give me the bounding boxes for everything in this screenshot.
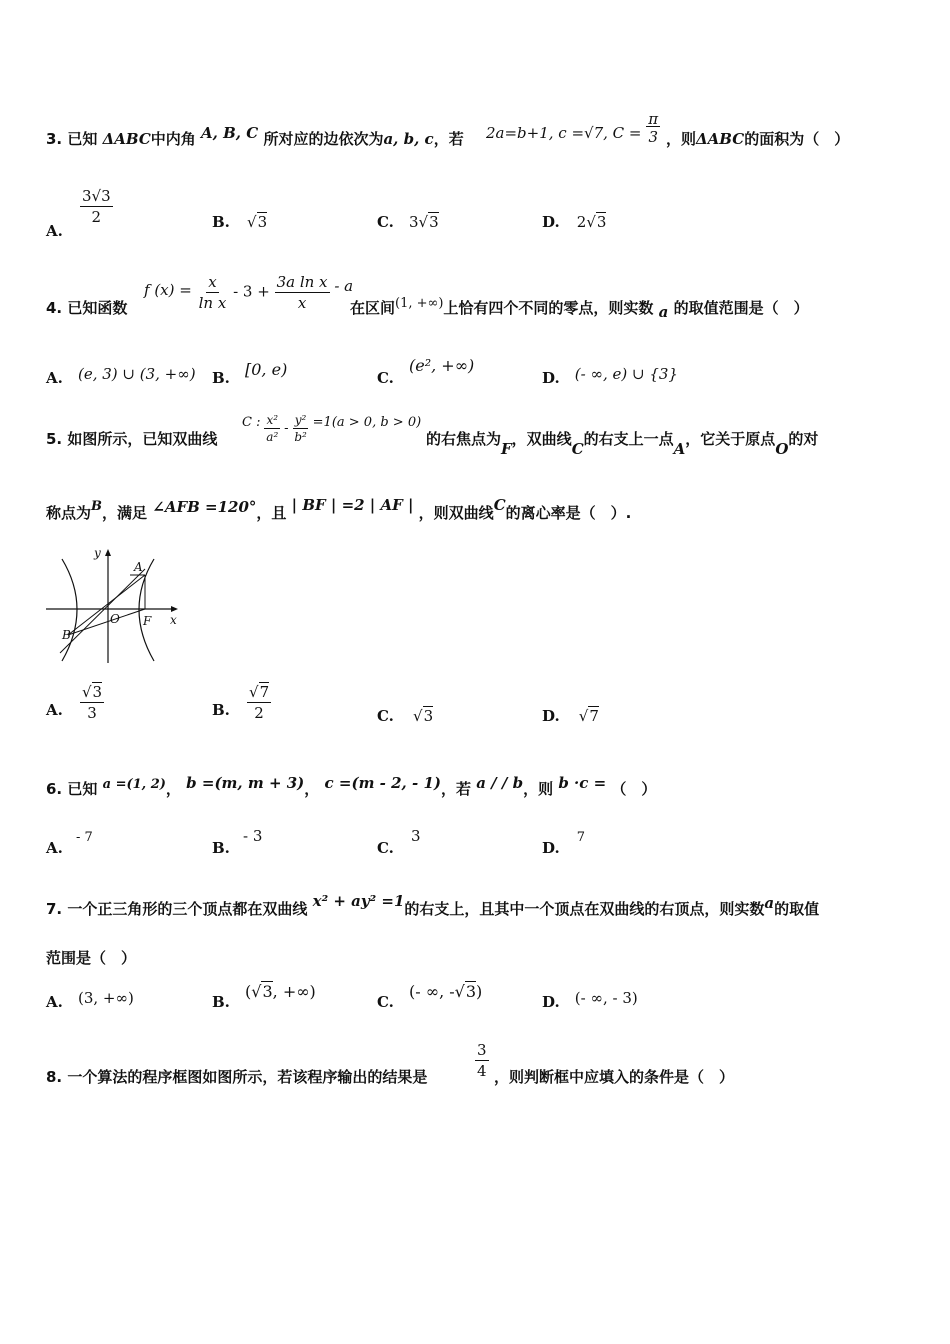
option-b[interactable] bbox=[212, 360, 288, 387]
option-value: (e, 3) ∪ (3, +∞) bbox=[77, 365, 196, 383]
function-formula bbox=[144, 272, 353, 313]
option-label: A. bbox=[46, 993, 63, 1011]
option-a[interactable] bbox=[46, 682, 104, 723]
option-d[interactable] bbox=[542, 706, 599, 725]
stem-text: 如图所示，已知双曲线 bbox=[67, 430, 218, 448]
option-label: A. bbox=[46, 222, 63, 240]
stem-text: 的右焦点为 bbox=[426, 430, 502, 448]
stem-text: 上恰有四个不同的零点，则实数 bbox=[443, 299, 654, 317]
sqrt-expression: √3 bbox=[247, 213, 268, 231]
math: a / / b bbox=[476, 774, 524, 792]
label-x: x bbox=[170, 613, 177, 627]
question-7-stem-line2 bbox=[46, 947, 136, 968]
question-number: 5. bbox=[46, 430, 63, 448]
stem-text: ，则 bbox=[666, 130, 697, 148]
radicand: 3 bbox=[92, 683, 103, 701]
segment-bf bbox=[68, 609, 145, 635]
label-o: O bbox=[110, 612, 120, 626]
stem-text: ， bbox=[165, 780, 181, 798]
stem-text: 一个算法的程序框图如图所示，若该程序输出的结果是 bbox=[67, 1068, 428, 1086]
denominator: x bbox=[297, 294, 307, 312]
option-a[interactable] bbox=[46, 826, 93, 857]
stem-text: 的右支上，且其中一个顶点在双曲线的右顶点，则实数 bbox=[404, 900, 765, 918]
stem-text: ，且 bbox=[256, 504, 287, 522]
question-8-stem-end bbox=[494, 1066, 734, 1087]
question-number: 3. bbox=[46, 130, 63, 148]
option-label: B. bbox=[212, 993, 230, 1011]
hyperbola-diagram bbox=[46, 545, 181, 667]
math: C bbox=[571, 440, 584, 458]
numerator: y² bbox=[294, 413, 307, 427]
stem-text: 中内角 bbox=[150, 130, 196, 148]
radicand: 3 bbox=[465, 982, 477, 1001]
math: =1(a > 0, b > 0) bbox=[312, 415, 422, 430]
numerator: 3a ln x bbox=[276, 273, 328, 291]
option-label: B. bbox=[212, 701, 230, 719]
math: ∠AFB =120° bbox=[152, 498, 257, 516]
option-d[interactable] bbox=[542, 212, 606, 231]
option-a[interactable] bbox=[46, 988, 134, 1011]
radicand: 3 bbox=[262, 982, 273, 1001]
fraction bbox=[475, 1040, 489, 1081]
math: f (x) = bbox=[144, 280, 192, 299]
math: C bbox=[493, 496, 506, 514]
option-label: C. bbox=[377, 707, 394, 725]
option-value: (e², +∞) bbox=[409, 356, 475, 375]
option-c[interactable] bbox=[377, 212, 439, 231]
option-label: D. bbox=[542, 369, 560, 387]
option-value: - 7 bbox=[75, 830, 93, 845]
left-branch bbox=[62, 559, 77, 661]
option-value: (- ∞, - 3) bbox=[574, 989, 638, 1007]
fraction: $\frac{√3}{3}$ bbox=[81, 683, 103, 722]
math: A, B, C bbox=[201, 124, 259, 142]
option-value: - 3 bbox=[243, 827, 263, 845]
fraction: $\frac{√7}{2}$ bbox=[249, 683, 270, 722]
question-4-stem bbox=[46, 297, 127, 318]
option-value: (- ∞, e) ∪ {3} bbox=[574, 365, 678, 383]
fraction bbox=[264, 412, 280, 445]
sqrt-expression: √7 bbox=[578, 707, 599, 725]
option-label: A. bbox=[46, 839, 63, 857]
denominator: a² bbox=[266, 430, 279, 444]
stem-text: ，双曲线 bbox=[511, 430, 572, 448]
stem-text: 所对应的边依次为 bbox=[263, 130, 384, 148]
question-5-stem-line1 bbox=[46, 428, 217, 449]
question-5-stem-line2 bbox=[46, 496, 632, 523]
math: - a bbox=[334, 276, 354, 295]
option-value: 7 bbox=[576, 830, 586, 845]
denominator: 4 bbox=[477, 1062, 487, 1080]
question-3-stem-end bbox=[666, 128, 849, 149]
fraction bbox=[197, 272, 229, 313]
math: x² + ay² =1 bbox=[312, 892, 405, 910]
option-b[interactable] bbox=[212, 682, 271, 723]
option-label: C. bbox=[377, 213, 394, 231]
math: - 3 + bbox=[233, 282, 270, 301]
radicand: 7 bbox=[589, 707, 599, 725]
question-number: 8. bbox=[46, 1068, 63, 1086]
option-value: 3 bbox=[411, 827, 421, 845]
option-value: [0, e) bbox=[245, 360, 288, 379]
stem-text: 称点为 bbox=[46, 504, 92, 522]
label-a: A bbox=[134, 560, 143, 574]
option-a[interactable] bbox=[46, 186, 113, 240]
sqrt-expression: 3√3 bbox=[409, 213, 439, 231]
stem-text: ， bbox=[304, 780, 320, 798]
math: ΔABC bbox=[102, 130, 151, 148]
option-d[interactable] bbox=[542, 364, 678, 387]
option-label: D. bbox=[542, 213, 560, 231]
question-4-stem-end bbox=[350, 296, 809, 321]
stem-text: ，它关于原点 bbox=[685, 430, 776, 448]
option-d[interactable] bbox=[542, 988, 638, 1011]
y-axis-arrow-icon bbox=[105, 549, 111, 556]
coefficient: 2 bbox=[576, 213, 587, 231]
stem-text: 的取值范围是（ ） bbox=[673, 299, 809, 317]
question-number: 6. bbox=[46, 780, 63, 798]
numerator: x² bbox=[266, 413, 279, 427]
numerator: x bbox=[208, 273, 217, 291]
option-c[interactable] bbox=[377, 982, 483, 1011]
stem-text: 的右支上一点 bbox=[583, 430, 674, 448]
math: (1, +∞) bbox=[395, 296, 444, 311]
question-8-stem bbox=[46, 1066, 427, 1087]
math: ΔABC bbox=[696, 130, 745, 148]
stem-text: ，满足 bbox=[102, 504, 148, 522]
label-b: B bbox=[62, 628, 71, 642]
coefficient: 3 bbox=[409, 213, 419, 231]
denominator: 3 bbox=[87, 704, 97, 722]
option-c[interactable] bbox=[377, 826, 421, 857]
math: A bbox=[673, 440, 686, 458]
option-label: C. bbox=[377, 369, 394, 387]
stem-text: 一个正三角形的三个顶点都在双曲线 bbox=[67, 900, 308, 918]
denominator: ln x bbox=[198, 294, 227, 312]
stem-text: 的面积为（ ） bbox=[744, 130, 850, 148]
x-axis-arrow-icon bbox=[171, 606, 178, 612]
question-number: 7. bbox=[46, 900, 63, 918]
hyperbola-equation: C : $\frac{\text{x²}}{\text{a²}}$ - $\frac{\text{y²}}{\text{b²}}$ =1(a > 0, b > 0) bbox=[242, 413, 422, 444]
question-3-stem bbox=[46, 124, 464, 149]
stem-text: 范围是（ ） bbox=[46, 949, 137, 967]
stem-text: 的取值 bbox=[774, 900, 820, 918]
label-y: y bbox=[94, 546, 101, 560]
stem-text: 已知函数 bbox=[67, 299, 128, 317]
math: a bbox=[658, 303, 669, 321]
condition-formula bbox=[486, 104, 660, 146]
question-5-stem-line1-end bbox=[426, 428, 819, 458]
radicand: 3 bbox=[429, 213, 439, 231]
option-label: A. bbox=[46, 701, 63, 719]
option-label: C. bbox=[377, 839, 394, 857]
stem-text: （ ） bbox=[611, 780, 657, 798]
option-value: (- ∞, -√3) bbox=[409, 982, 483, 1001]
option-c[interactable] bbox=[377, 356, 475, 387]
stem-text: ，则双曲线 bbox=[418, 504, 494, 522]
numerator: 3 bbox=[477, 1041, 487, 1059]
option-label: C. bbox=[377, 993, 394, 1011]
stem-text: ，若 bbox=[433, 130, 464, 148]
radicand: 3 bbox=[423, 707, 434, 725]
denominator: 2 bbox=[91, 208, 102, 226]
option-label: A. bbox=[46, 369, 63, 387]
question-number: 4. bbox=[46, 299, 63, 317]
math: c =(m - 2, - 1) bbox=[324, 774, 441, 792]
option-b[interactable] bbox=[212, 982, 316, 1011]
option-d[interactable] bbox=[542, 826, 586, 857]
label-f: F bbox=[143, 614, 152, 628]
radicand: 3 bbox=[596, 213, 607, 231]
fraction bbox=[292, 412, 309, 445]
stem-text: 在区间 bbox=[350, 299, 396, 317]
fraction bbox=[275, 272, 330, 313]
option-label: D. bbox=[542, 707, 560, 725]
math: 2a=b+1, c =√7, C = bbox=[486, 123, 642, 142]
math: a, b, c bbox=[383, 130, 434, 148]
option-label: B. bbox=[212, 839, 230, 857]
radicand: 3 bbox=[257, 213, 268, 231]
math: ( bbox=[245, 982, 252, 1001]
math: a =(1, 2) bbox=[102, 777, 166, 792]
math: B bbox=[91, 499, 103, 514]
hyperbola-figure bbox=[46, 545, 181, 667]
denominator: 3 bbox=[648, 128, 658, 146]
radicand: 7 bbox=[259, 683, 270, 701]
option-label: D. bbox=[542, 839, 560, 857]
option-label: B. bbox=[212, 213, 230, 231]
denominator: 2 bbox=[254, 704, 264, 722]
math: a bbox=[764, 894, 775, 912]
option-b[interactable] bbox=[212, 826, 263, 857]
math: F bbox=[501, 440, 512, 458]
numerator: 3√3 bbox=[81, 187, 111, 205]
option-value: (3, +∞) bbox=[77, 989, 134, 1007]
math: ) bbox=[476, 982, 483, 1001]
stem-text: ，则判断框中应填入的条件是（ ） bbox=[494, 1068, 735, 1086]
math: O bbox=[775, 440, 789, 458]
fraction bbox=[646, 112, 660, 147]
option-c[interactable] bbox=[377, 706, 433, 725]
math: C : bbox=[242, 415, 261, 430]
option-value: (√3, +∞) bbox=[245, 982, 316, 1001]
math: | BF | =2 | AF | bbox=[291, 496, 414, 514]
math: , +∞) bbox=[272, 982, 316, 1001]
option-a[interactable] bbox=[46, 364, 196, 387]
numerator: π bbox=[648, 110, 659, 128]
math: b ·c = bbox=[558, 774, 607, 792]
fraction bbox=[80, 186, 113, 227]
segment-ba bbox=[68, 575, 145, 635]
math: (- ∞, - bbox=[409, 982, 455, 1001]
stem-text: ，则 bbox=[523, 780, 554, 798]
sqrt-expression: √3 bbox=[413, 707, 434, 725]
denominator: b² bbox=[294, 430, 307, 444]
math: b =(m, m + 3) bbox=[186, 774, 305, 792]
stem-text: 已知 bbox=[67, 780, 98, 798]
question-6-stem bbox=[46, 774, 657, 799]
option-b[interactable] bbox=[212, 212, 267, 231]
option-label: B. bbox=[212, 369, 230, 387]
option-label: D. bbox=[542, 993, 560, 1011]
output-fraction bbox=[475, 1040, 489, 1081]
sqrt-expression: 2√3 bbox=[576, 213, 607, 231]
stem-text: 的对 bbox=[788, 430, 819, 448]
stem-text: 的离心率是（ ）. bbox=[505, 504, 632, 522]
stem-text: 已知 bbox=[67, 130, 98, 148]
question-7-stem-line1 bbox=[46, 892, 820, 919]
stem-text: ，若 bbox=[440, 780, 471, 798]
